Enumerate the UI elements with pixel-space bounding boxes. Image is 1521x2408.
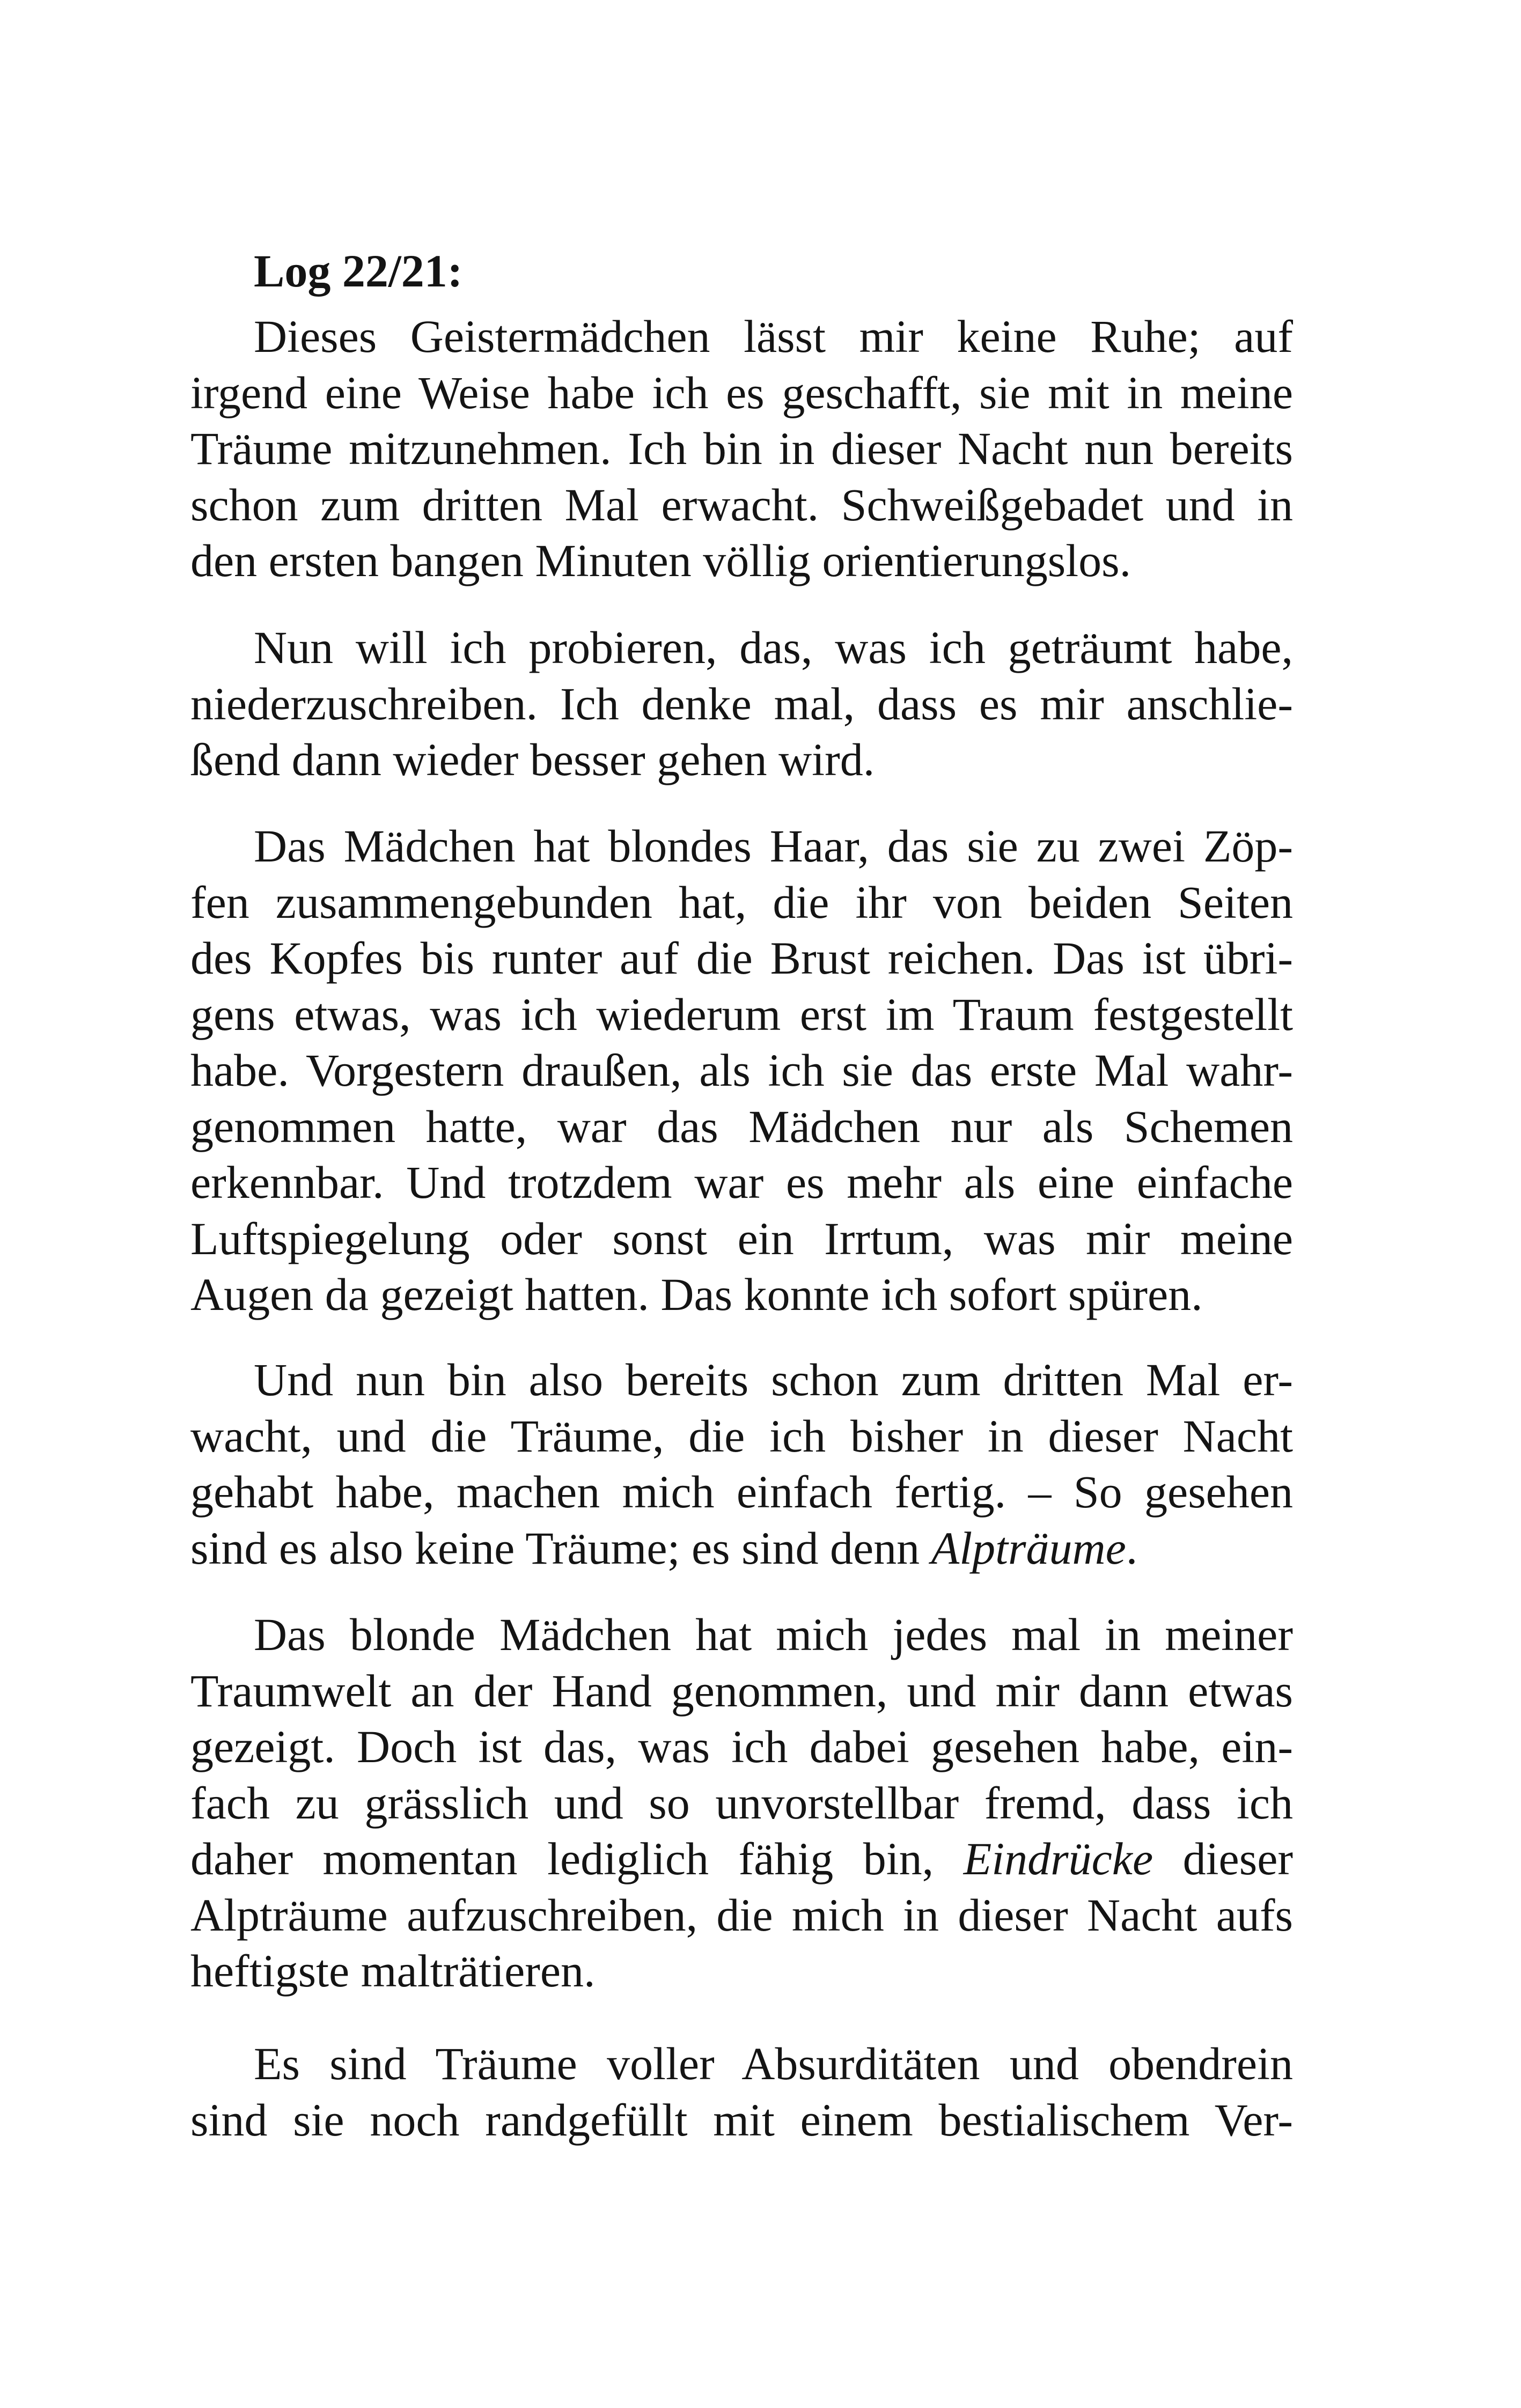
text-line: schon zum dritten Mal erwacht. Schweißgebadet und in: [190, 478, 1293, 531]
text-line: niederzuschreiben. Ich denke mal, dass es mir anschlie-: [190, 678, 1293, 730]
text-line: heftigste malträtieren.: [190, 1945, 596, 1997]
text-line: wacht, und die Träume, die ich bisher in dieser Nacht: [190, 1410, 1293, 1462]
text-line: ßend dann wieder besser gehen wird.: [190, 734, 875, 785]
text-line: genommen hatte, war das Mädchen nur als Schemen: [190, 1100, 1293, 1152]
book-page: [190, 0, 1293, 2408]
emphasis-text: Eindrücke: [963, 1833, 1153, 1884]
paragraph-2: [190, 620, 1293, 788]
text-line: Das Mädchen hat blondes Haar, das sie zu zwei Zöp-: [254, 820, 1293, 872]
text-line: Das blonde Mädchen hat mich jedes mal in meiner: [254, 1609, 1293, 1660]
text-line: gezeigt. Doch ist das, was ich dabei gesehen habe, ein-: [190, 1721, 1293, 1772]
text-line: Luftspiegelung oder sonst ein Irrtum, was mir meine: [190, 1212, 1293, 1264]
paragraph-3: [190, 818, 1293, 1323]
text-line: Es sind Träume voller Absurditäten und obendrein: [254, 2038, 1293, 2089]
text-line: sind sie noch randgefüllt mit einem bestialischem Ver-: [190, 2094, 1293, 2146]
text-line: [190, 1520, 1293, 1577]
text-line: irgend eine Weise habe ich es geschafft, sie mit in meine: [190, 366, 1293, 418]
text-segment: .: [1126, 1522, 1138, 1574]
text-segment: sind es also keine Träume; es sind denn: [190, 1522, 931, 1574]
text-segment: dieser: [1153, 1833, 1294, 1884]
text-segment: daher momentan lediglich fähig bin,: [190, 1833, 964, 1884]
text-line: Träume mitzunehmen. Ich bin in dieser Nacht nun bereits: [190, 423, 1293, 474]
text-line: habe. Vorgestern draußen, als ich sie das erste Mal wahr-: [190, 1044, 1293, 1096]
paragraph-6: [190, 2036, 1293, 2148]
text-line: Alpträume aufzuschreiben, die mich in dieser Nacht aufs: [190, 1889, 1293, 1941]
log-heading: Log 22/21:: [254, 245, 463, 297]
text-line: Augen da gezeigt hatten. Das konnte ich sofort spüren.: [190, 1269, 1203, 1320]
text-line: Dieses Geistermädchen lässt mir keine Ruhe; auf: [254, 311, 1293, 362]
text-line: gens etwas, was ich wiederum erst im Traum festgestellt: [190, 988, 1293, 1040]
text-line: fen zusammengebunden hat, die ihr von beiden Seiten: [190, 876, 1293, 928]
text-line: Und nun bin also bereits schon zum dritten Mal er-: [254, 1354, 1293, 1405]
paragraph-4: [190, 1352, 1293, 1576]
text-line: [190, 1831, 1293, 1887]
text-line: den ersten bangen Minuten völlig orientierungslos.: [190, 535, 1131, 586]
text-line: Traumwelt an der Hand genommen, und mir dann etwas: [190, 1665, 1293, 1717]
text-line: des Kopfes bis runter auf die Brust reichen. Das ist übri-: [190, 932, 1293, 984]
text-line: gehabt habe, machen mich einfach fertig. – So gesehen: [190, 1466, 1293, 1518]
text-line: erkennbar. Und trotzdem war es mehr als eine einfache: [190, 1157, 1293, 1208]
emphasis-text: Alpträume: [931, 1522, 1126, 1574]
paragraph-1: [190, 308, 1293, 589]
text-line: Nun will ich probieren, das, was ich geträumt habe,: [254, 622, 1293, 673]
paragraph-5: [190, 1607, 1293, 1999]
text-line: fach zu grässlich und so unvorstellbar fremd, dass ich: [190, 1777, 1293, 1829]
